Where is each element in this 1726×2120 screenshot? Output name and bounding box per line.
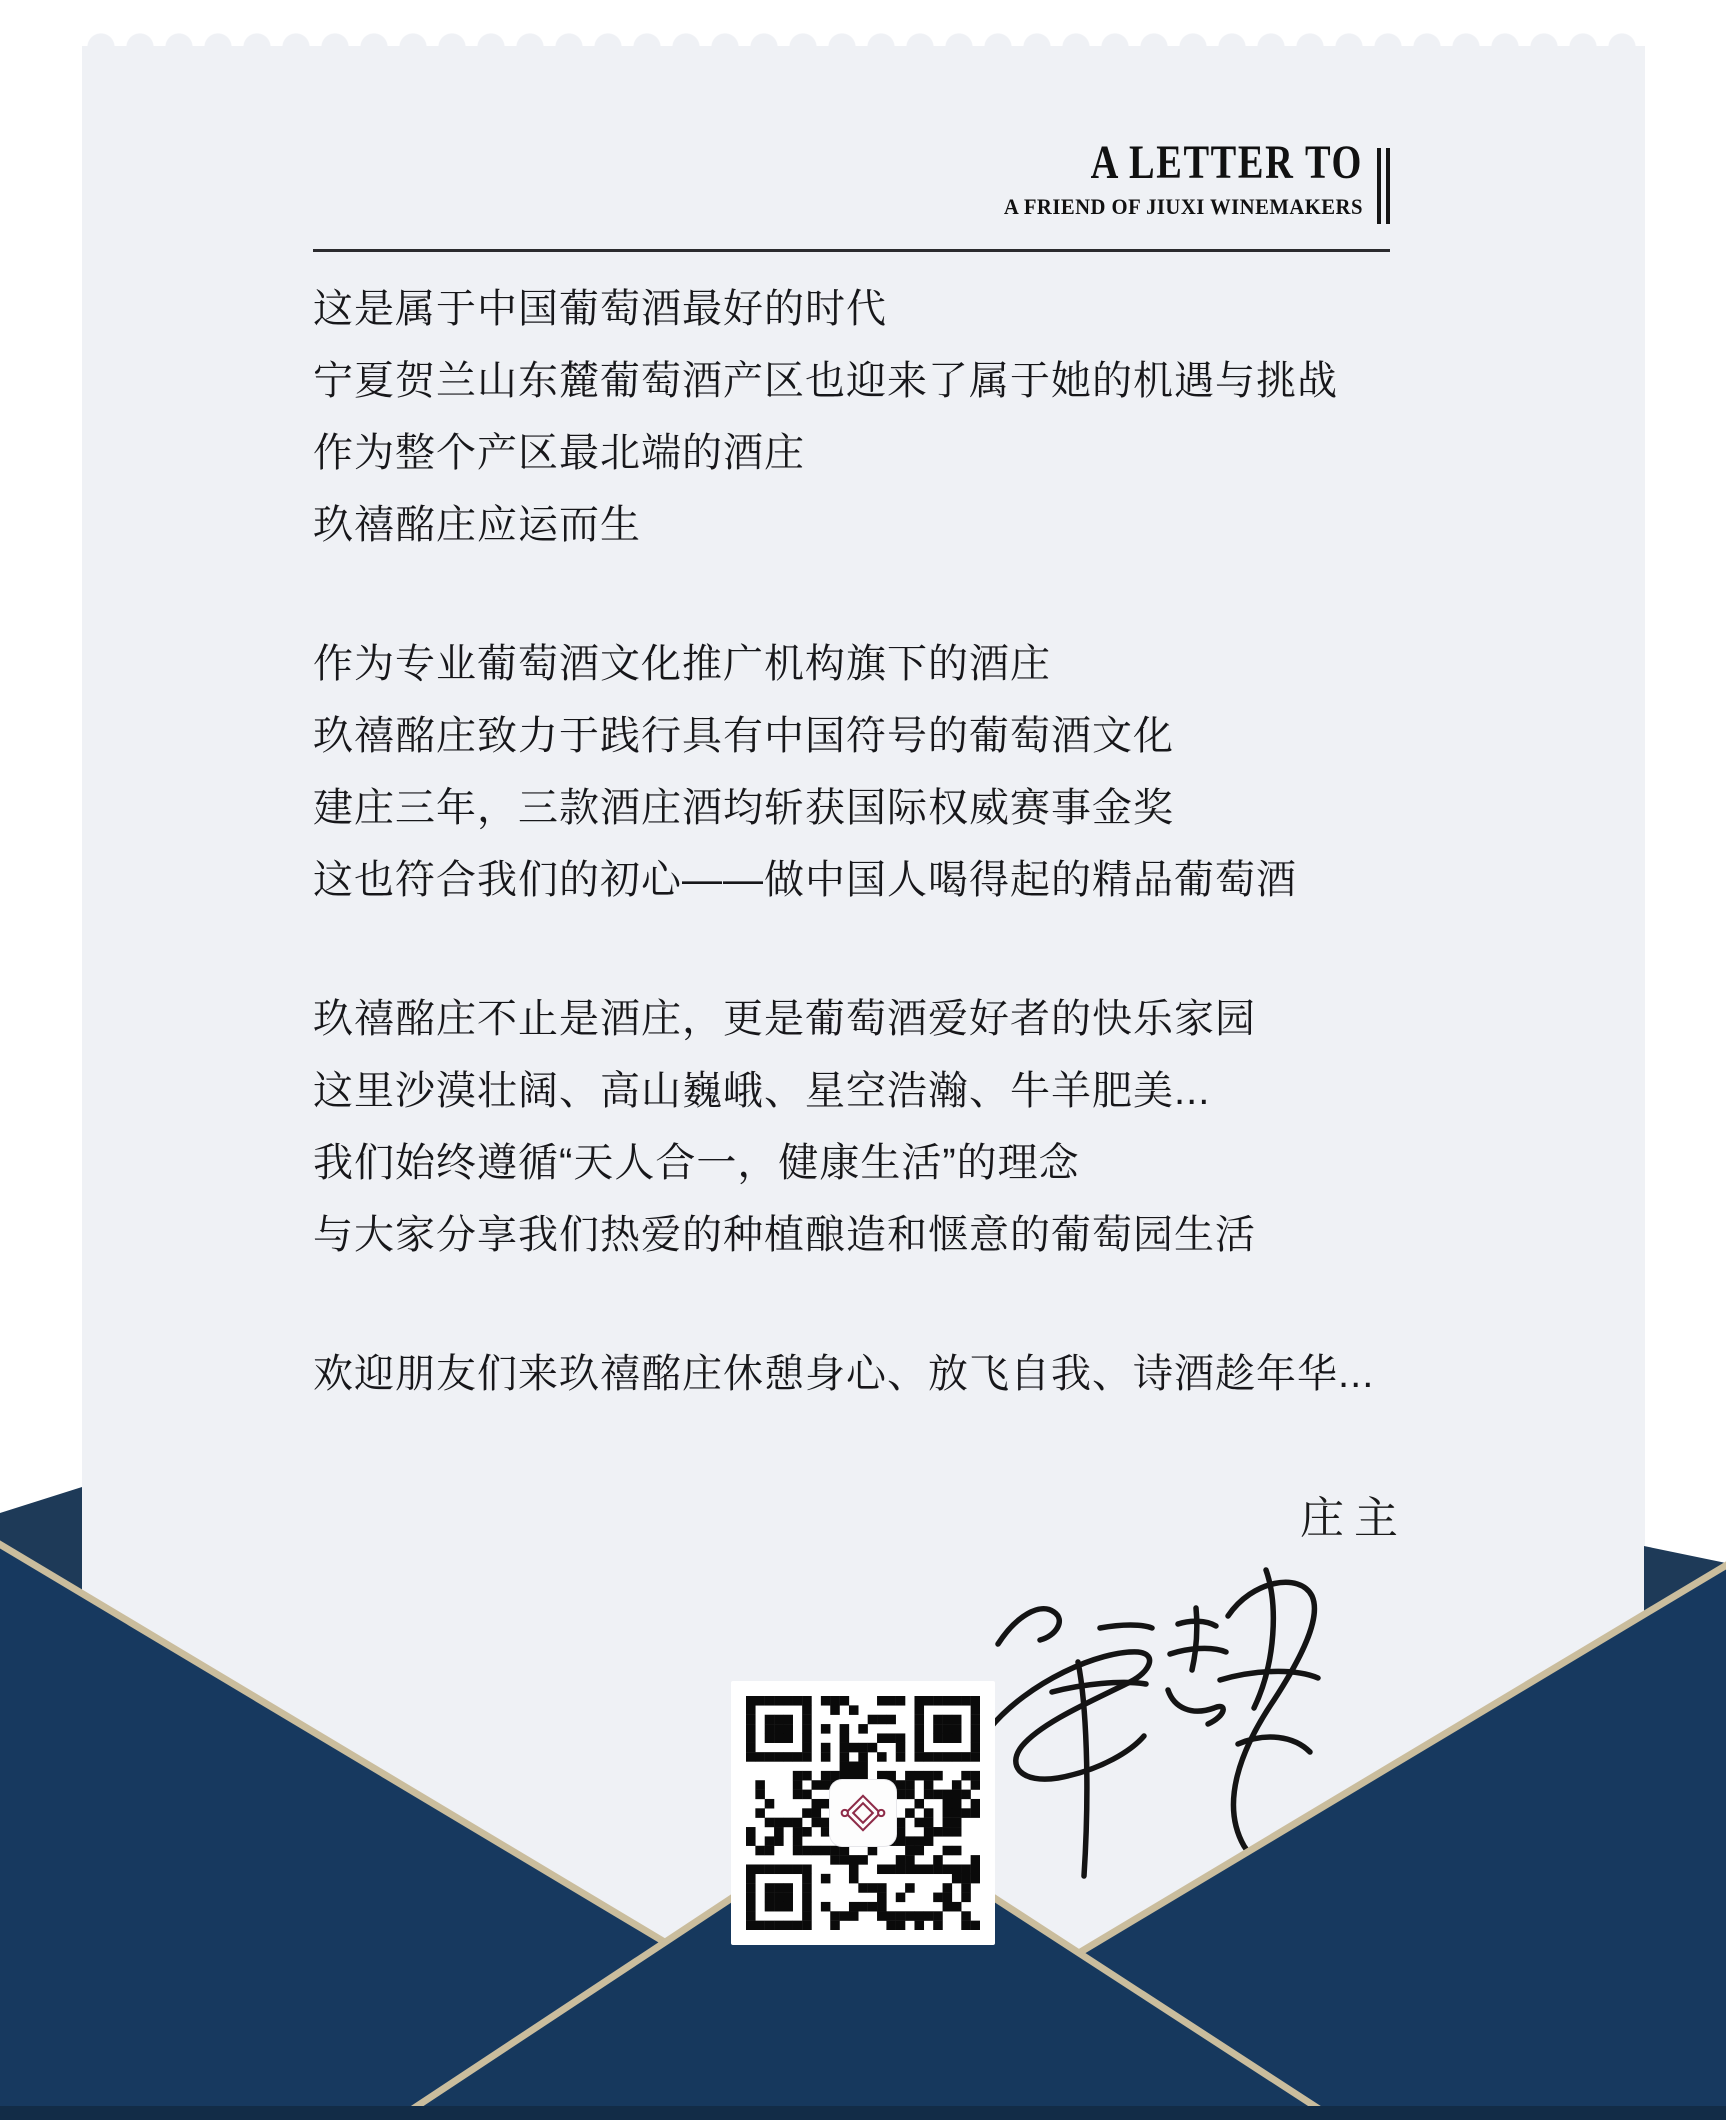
owner-title: 庄主 — [1300, 1494, 1408, 1543]
owner-signature — [982, 1532, 1322, 1912]
paragraph — [313, 628, 1493, 916]
qr-card — [731, 1681, 995, 1945]
text-line: 与大家分享我们热爱的种植酿造和惬意的葡萄园生活 — [313, 1213, 1256, 1257]
header-title: A LETTER TO — [1090, 136, 1363, 189]
text-line: 宁夏贺兰山东麓葡萄酒产区也迎来了属于她的机遇与挑战 — [313, 359, 1338, 403]
letter-header — [981, 138, 1390, 224]
text-line: 玖禧酩庄不止是酒庄，更是葡萄酒爱好者的快乐家园 — [313, 997, 1256, 1041]
paragraph — [313, 1338, 1493, 1410]
text-line: 建庄三年，三款酒庄酒均斩获国际权威赛事金奖 — [313, 786, 1174, 830]
text-line: 这也符合我们的初心——做中国人喝得起的精品葡萄酒 — [313, 858, 1297, 902]
double-bar-icon — [1377, 148, 1390, 224]
text-line: 作为专业葡萄酒文化推广机构旗下的酒庄 — [313, 642, 1051, 686]
paper-scalloped-edge — [82, 25, 1645, 47]
letter-body — [313, 273, 1493, 1477]
diamond-knot-logo-icon — [830, 1780, 896, 1846]
text-line: 玖禧酩庄应运而生 — [313, 503, 641, 547]
text-line: 欢迎朋友们来玖禧酩庄休憩身心、放飞自我、诗酒趁年华... — [313, 1352, 1375, 1396]
envelope-back-left-wedge — [0, 1487, 82, 1680]
header-subtitle: A FRIEND OF JIUXI WINEMAKERS — [1003, 194, 1363, 220]
text-line: 这是属于中国葡萄酒最好的时代 — [313, 287, 887, 331]
text-line: 这里沙漠壮阔、高山巍峨、星空浩瀚、牛羊肥美... — [313, 1069, 1211, 1113]
paragraph — [313, 983, 1493, 1271]
header-divider — [313, 249, 1390, 252]
text-line: 我们始终遵循“天人合一，健康生活”的理念 — [313, 1141, 1080, 1185]
text-line: 作为整个产区最北端的酒庄 — [313, 431, 805, 475]
envelope-back-right-wedge — [1644, 1546, 1726, 1700]
paragraph — [313, 273, 1493, 561]
text-line: 玖禧酩庄致力于践行具有中国符号的葡萄酒文化 — [313, 714, 1174, 758]
